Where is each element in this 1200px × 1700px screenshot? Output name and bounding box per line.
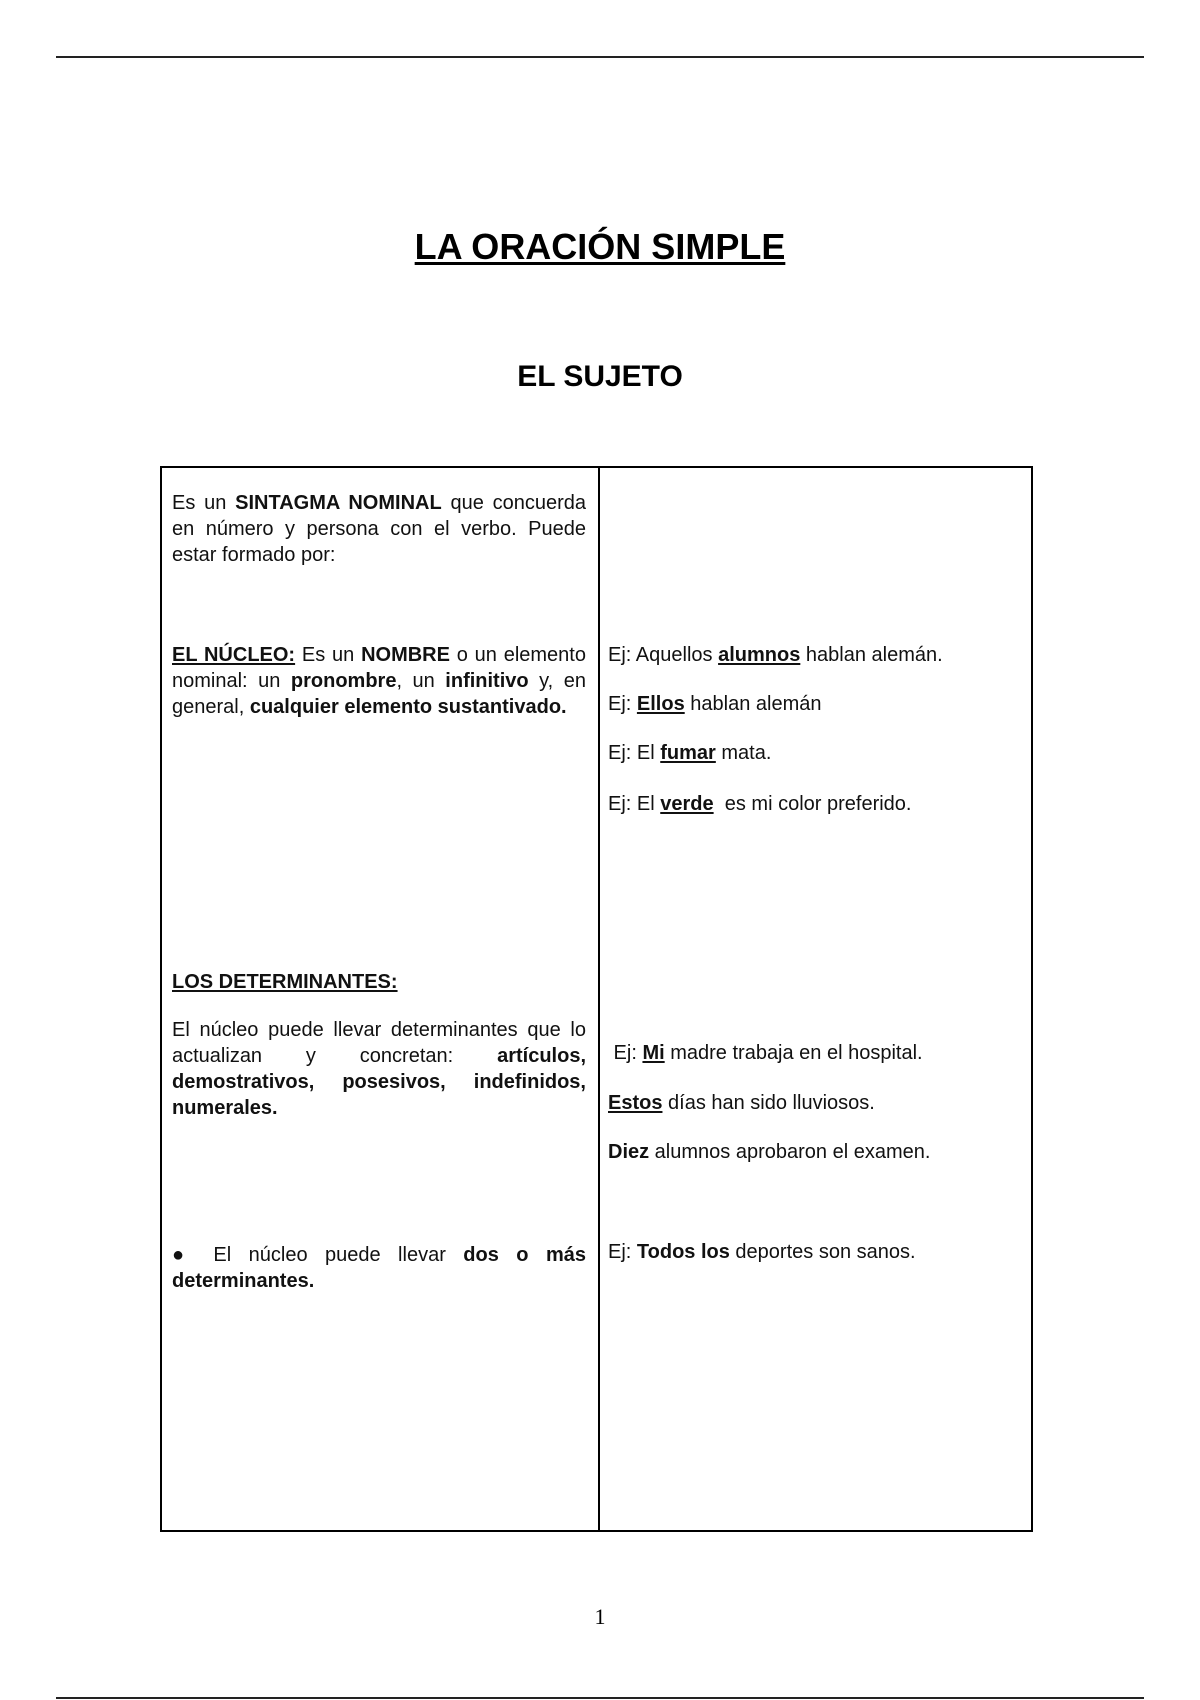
nucleo-text-4: y, en general,: [172, 670, 586, 718]
example-prefix: Ej: Aquellos: [608, 644, 719, 666]
bullet-icon: ●: [172, 1244, 196, 1266]
example-keyword: fumar: [660, 742, 716, 764]
nucleo-paragraph: [172, 642, 586, 720]
section-title: EL SUJETO: [517, 360, 683, 393]
bullet-text: El núcleo puede llevar: [195, 1244, 464, 1266]
determinantes-terms: artículos, demostrativos, posesivos, indefinidos, numerales.: [172, 1045, 586, 1119]
example-suffix: hablan alemán: [684, 693, 822, 715]
example-suffix: es mi color preferido.: [713, 793, 912, 815]
content-table: [160, 466, 1033, 1532]
bullet-term: dos o más determinantes.: [172, 1244, 586, 1292]
intro-term: SINTAGMA NOMINAL: [235, 492, 442, 514]
example-prefix: Ej:: [608, 1241, 637, 1263]
example-ellos: [608, 691, 1018, 717]
determinantes-paragraph: [172, 1017, 586, 1121]
bottom-rule: [56, 1697, 1144, 1699]
example-fumar: [608, 740, 1018, 766]
nucleo-text-3: , un: [396, 670, 446, 692]
example-keyword: Todos los: [636, 1241, 730, 1263]
example-suffix: madre trabaja en el hospital.: [664, 1042, 923, 1064]
column-divider: [598, 468, 600, 1530]
intro-text-1: Es un: [172, 492, 236, 514]
nucleo-text-2: o un elemento nominal: un: [172, 644, 586, 692]
example-keyword: verde: [660, 793, 714, 815]
example-prefix: Ej: El: [608, 742, 661, 764]
intro-paragraph: [172, 490, 586, 568]
example-suffix: deportes son sanos.: [729, 1241, 916, 1263]
nucleo-term-nombre: NOMBRE: [361, 644, 450, 666]
example-todos: [608, 1239, 1018, 1265]
example-mi: [608, 1040, 1018, 1066]
example-suffix: hablan alemán.: [800, 644, 943, 666]
bullet-paragraph: [172, 1242, 586, 1294]
example-prefix: Ej:: [608, 693, 637, 715]
example-suffix: alumnos aprobaron el examen.: [649, 1141, 931, 1163]
nucleo-text-1: Es un: [295, 644, 362, 666]
example-keyword: Diez: [608, 1141, 650, 1163]
nucleo-term-pronombre: pronombre: [290, 670, 397, 692]
example-estos: [608, 1090, 1018, 1116]
example-keyword: alumnos: [718, 644, 801, 666]
intro-text-2: que concuerda en número y persona con el verbo. Puede estar formado por:: [172, 492, 586, 566]
example-prefix: Ej:: [608, 1042, 643, 1064]
example-keyword: Ellos: [636, 693, 685, 715]
example-alumnos: [608, 642, 1018, 668]
example-diez: [608, 1139, 1018, 1165]
top-rule: [56, 56, 1144, 58]
example-prefix: Ej: El: [608, 793, 661, 815]
nucleo-term-sustantivado: cualquier elemento sustantivado.: [249, 696, 567, 718]
nucleo-term-infinitivo: infinitivo: [445, 670, 529, 692]
determinantes-heading: [172, 969, 586, 995]
example-keyword: Mi: [642, 1042, 665, 1064]
page-number: 1: [594, 1604, 606, 1629]
example-suffix: mata.: [715, 742, 772, 764]
example-verde: [608, 791, 1018, 817]
page-title: LA ORACIÓN SIMPLE: [414, 226, 786, 267]
example-keyword: Estos: [608, 1092, 663, 1114]
example-suffix: días han sido lluviosos.: [662, 1092, 875, 1114]
determinantes-text: El núcleo puede llevar determinantes que lo actualizan y concretan:: [172, 1019, 586, 1067]
determinantes-heading-text: LOS DETERMINANTES:: [172, 971, 398, 993]
nucleo-heading: EL NÚCLEO:: [172, 644, 296, 666]
